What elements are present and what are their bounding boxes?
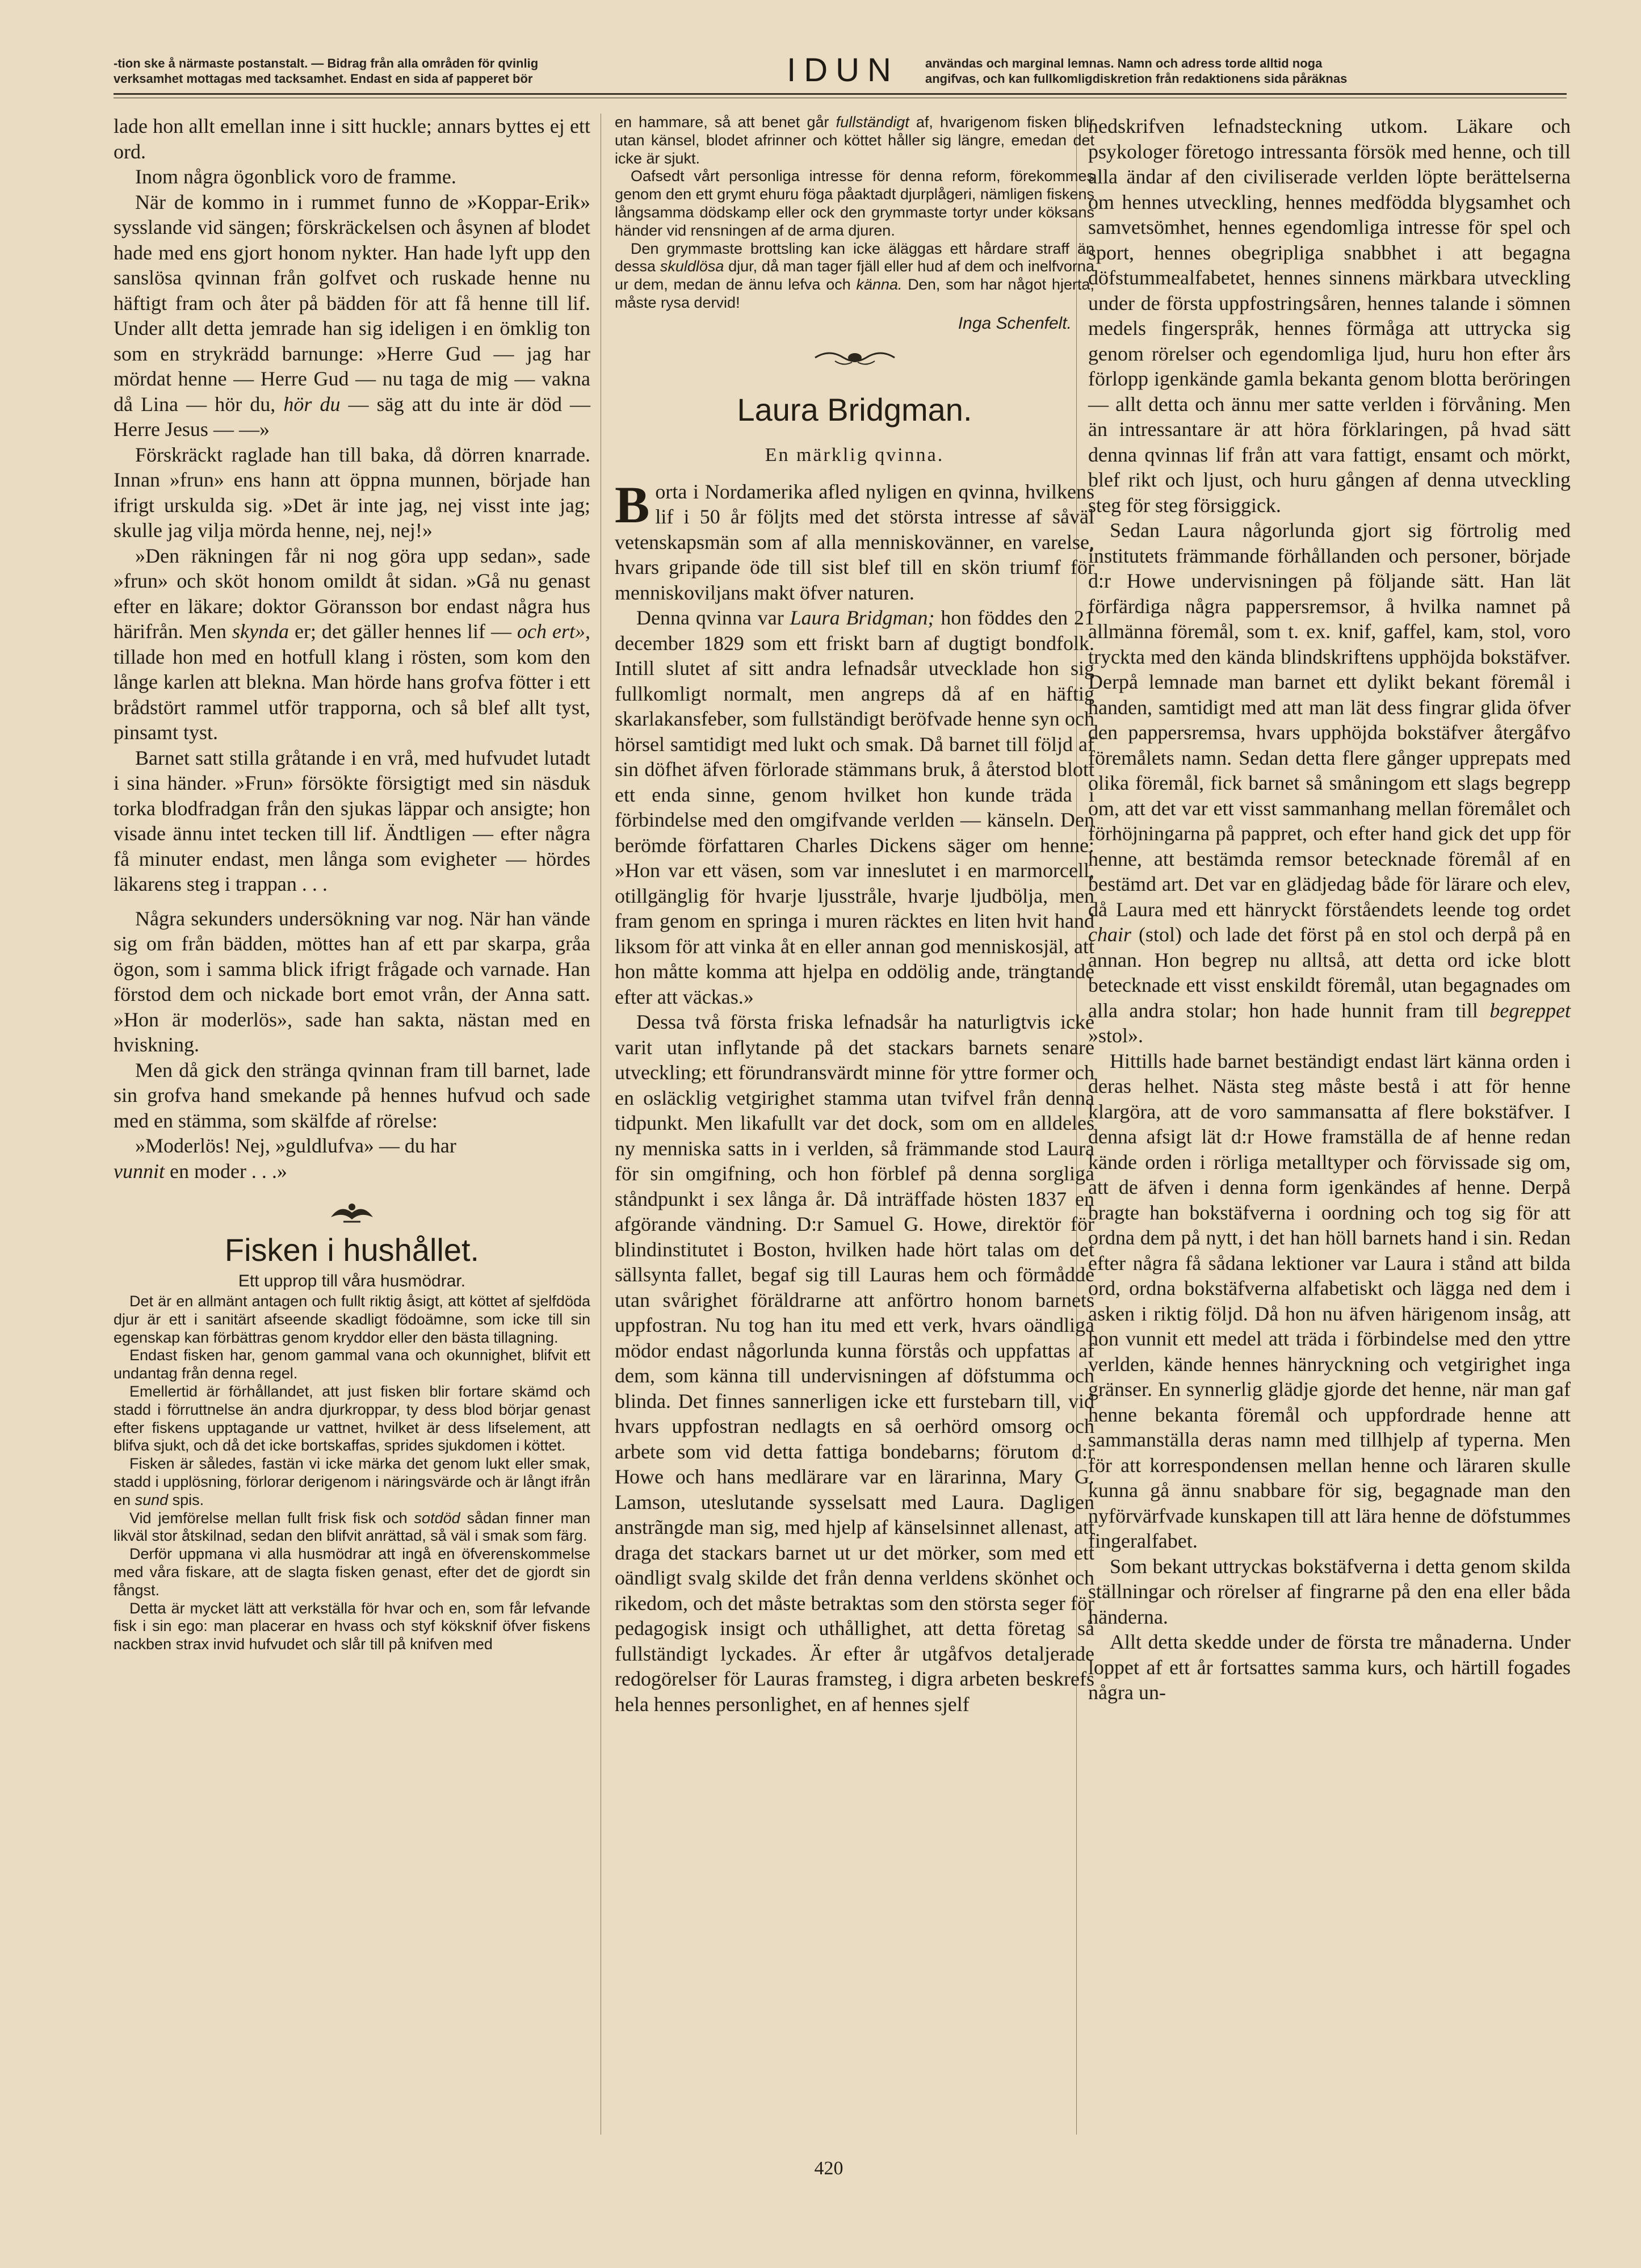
laura-paragraph: Allt detta skedde under de första tre månaderna. Under loppet af ett år fortsattes samma kurs, och härtill fogades några un- bbox=[1088, 1630, 1571, 1704]
laura-paragraph: Dessa två första friska lefnadsår ha naturligtvis icke varit utan inflytande på det stackars barnets senare utveckling; ett förundransvärdt minne för yttre former och en osläcklig vetgirighet stamma utan tvifvel från denna tidpunkt. Men likafullt var det dock, som om en alldeles ny menniska satts in i verlden, så främmande stod Laura för sin omgifning, och hon förblef på denna sorgliga ståndpunkt i sex långa år. Då inträffade hösten 1837 en afgörande vändning. D:r Samuel G. Howe, direktör för blindinstitutet i Boston, hvilken hade hört talas om det sällsynta fallet, begaf sig till Lauras hem och förmådde utan svårighet föräldrarne att anförtro honom barnets uppfostran. Nu tog han itu med ett verk, hvars oändliga mödor endast någorlunda kunna förstås och uppfattas af dem, som känna till undervisningen af döfstumma och blinda. Det finnes sannerligen icke ett furstebarn till, vid hvars uppfostran nedlagts en så oerhörd omsorg och arbete som vid detta fattiga bondebarns; förutom d:r Howe och hans medlärare var en lärarinna, Mary G. Lamson, uteslutande sysselsatt med Laura. Dagligen anstrãngde man sig, med hjelp af känselsinnet allenast, att draga det stackars barnet ut ur det mörker, som med ett oändligt svalg skilde det från denna verldens skönhet och rikedom, och det måste betraktas som den största seger för pedagogisk insigt och uthållighet, att detta företag så fullständigt lyckades. Är efter år utgåfvos detaljerade redogörelser för Lauras framsteg, i digra arbeten beskrefs hela hennes personlighet, en af hennes sjelf bbox=[615, 1011, 1094, 1716]
fisken-paragraph: Detta är mycket lätt att verkställa för hvar och en, som får lefvande fisk i sin ego: man placerar en hvass och styf köksknif öfver fiskens nackben strax invid hufvudet och slår till på knifven med bbox=[114, 1599, 590, 1653]
story-paragraph bbox=[114, 1133, 590, 1184]
story-italic: hör du bbox=[283, 392, 341, 416]
laura-paragraph bbox=[1088, 518, 1571, 1049]
fisken-text: Den, som har något hjerta, måste rysa dervid! bbox=[615, 276, 1094, 311]
story-paragraph: Förskräckt raglade han till baka, då dörren knarrade. Innan »frun» ens hann att öppna munnen, började han ifrigt urskulda sig. »Det är inte jag, nej visst inte jag; skulle jag vilja mörda henne, nej, nej!» bbox=[114, 443, 590, 542]
column-3 bbox=[1088, 114, 1571, 1705]
page-number: 420 bbox=[814, 2158, 843, 2179]
fisken-paragraph bbox=[615, 240, 1094, 312]
header-right-notice bbox=[925, 56, 1347, 86]
laura-text: »stol». bbox=[1088, 1024, 1144, 1047]
laura-italic: chair bbox=[1088, 923, 1131, 946]
masthead-title: IDUN bbox=[787, 52, 899, 89]
story-paragraph: Några sekunders undersökning var nog. När han vände sig om från bädden, möttes han af ett par skarpa, gråa ögon, som i samma blick ifrigt frågade och varnade. Han förstod dem och nickade bort emot vrån, der Anna satt. »Hon är moderlös», sade han sakta, nästan med en hviskning. bbox=[114, 907, 590, 1056]
laura-text: Denna qvinna var bbox=[636, 606, 784, 630]
laura-paragraph: nedskrifven lefnadsteckning utkom. Läkare och psykologer företogo intressanta försök med henne, och till alla ändar af den civiliserade verlden löpte berättelserna om hennes utveckling, hennes medfödda blygsamhet och samvetsömhet, hennes egendomliga intresse för spel och sport, hennes obegripliga snabbhet i att begagna döfstummealfabetet, hennes sinnens märkbara utveckling under de första uppfostringsåren, hennes talande i sömnen medels fingerspråk, hennes förmåga att uttrycka sig genom rörelser och egendomliga ljud, huru hon efter års förlopp igenkände gamla bekanta genom blotta beröringen — allt detta och ännu mer satte verlden i förvåning. Men än intressantare är att höra förklaringen, på hvad sätt denna qvinnas lif från att vara fattigt, ensamt och mörkt, blef rikt och ljust, och huru gången af denna utveckling steg för steg försiggick. bbox=[1088, 115, 1571, 517]
header-left-line-1: -tion ske å närmaste postanstalt. — Bidrag från alla områden för qvinlig bbox=[114, 56, 539, 70]
laura-paragraph bbox=[615, 605, 1094, 1009]
ornament-flourish-icon bbox=[812, 347, 897, 368]
header-left-line-2: verksamhet mottagas med tacksamhet. Endast en sida af papperet bör bbox=[114, 72, 533, 86]
story-paragraph: Men då gick den stränga qvinnan fram till barnet, lade sin grofva hand smekande på hennes hufvud och sade med en stämma, som skälfde af rörelse: bbox=[114, 1058, 590, 1132]
article-title-fisken: Fisken i hushållet. bbox=[224, 1232, 480, 1268]
story-italic: och ert», bbox=[517, 620, 591, 643]
laura-paragraph: Hittills hade barnet beständigt endast lärt känna orden i deras helhet. Nästa steg måste bestå i att för henne klargöra, att de voro sammansatta af flere bokstäfver. I denna afsigt lät d:r Howe framställa de af henne redan kände orden i rörliga metalltyper och förvissade sig om, att de äfven i denna form igenkändes af henne. Derpå bragte han bokstäfverna i oordning och tog sig för att ordna dem på nytt, i det han höll barnets hand i sin. Redan efter några få sådana lektioner var Laura i stånd att bilda ord, ordna bokstäfverna alfabetiskt och lägga ned dem i asken i riktig följd. Då hon nu äfven härigenom insåg, att hon vunnit ett medel att träda i förbindelse med den yttre verlden, kände hennes hänryckning och vetgirighet inga gränser. En synnerlig glädje gjorde det henne, när man gaf henne bekanta föremål och uppfordrade henne att sammanställa deras namn med tillhjelp af typerna. Men för att korrespondensen mellan henne och läraren skulle kunna gå ännu snabbare för sig, begagnade man den nyförvärfvade kunskapen till att lära henne de döfstummes fingeralfabet. bbox=[1088, 1049, 1571, 1552]
story-text: tillade hon med en hotfull klang i rösten, som kom den långe karlen att blekna. Man hörde hans grofva fötter i ett brådstört rammel utför trapporna, och så blef allt tyst, pinsamt tyst. bbox=[114, 645, 590, 744]
laura-italic: Laura Bridgman; bbox=[790, 606, 935, 630]
fisken-text: sådan finner man likväl stor åtskilnad, sedan den blifvit anrättad, så väl i smak som färg. bbox=[114, 1509, 590, 1545]
fisken-text: spis. bbox=[172, 1491, 204, 1508]
laura-paragraph bbox=[615, 475, 1094, 606]
story-italic: skynda bbox=[232, 620, 289, 643]
laura-italic: begreppet bbox=[1489, 999, 1571, 1022]
fisken-text: af, hvarigenom fisken blir utan känsel, blodet afrinner och köttet håller sig längre, emedan det icke är sjukt. bbox=[615, 114, 1094, 167]
fisken-text: Fisken är således, fastän vi icke märka det genom lukt eller smak, stadd i upplösning, förlorar derigenom i näringsvärde och är långt ifrån en bbox=[114, 1455, 590, 1508]
fisken-paragraph bbox=[114, 1455, 590, 1509]
story-paragraph: lade hon allt emellan inne i sitt huckle; annars byttes ej ett ord. bbox=[114, 115, 590, 163]
article-subtitle-fisken: Ett upprop till våra husmödrar. bbox=[238, 1272, 466, 1290]
laura-text: Sedan Laura någorlunda gjort sig förtrolig med institutets främmande förhållanden och personer, började d:r Howe undervisningen på följande sätt. Han lät förfärdiga några pappersremsor, å hvilka namnet på allmänna föremål, som t. ex. knif, gaffel, kam, stol, voro tryckta med den kända blindskriftens upphöjda bokstäfver. Derpå lemnade man barnet ett dylikt bekant föremål i handen, samtidigt med att man lät dess fingrar glida öfver den pappersremsa, hvars upphöjda bokstäfver återgåfvo föremålets namn. Sedan detta flere gånger upprepats med olika föremål, fick barnet så småningom ett slags begrepp om, att det var ett visst sammanhang mellan föremålet och förhöjningarna på pappret, och efter hand gick det upp för henne, att bestämda remsor betecknade föremål af en bestämd art. Det var en glädjedag både för lärare och elev, då Laura med ett hänryckt förståendets leende tog ordet bbox=[1088, 519, 1571, 921]
header-right-line-2: angifvas, och kan fullkomligdiskretion från redaktionens sida påräknas bbox=[925, 72, 1348, 86]
fisken-paragraph bbox=[615, 114, 1094, 167]
story-text: en moder . . .» bbox=[169, 1159, 287, 1183]
fisken-italic: sund bbox=[135, 1491, 169, 1508]
fisken-text: Vid jemförelse mellan fullt frisk fisk och bbox=[129, 1509, 408, 1527]
laura-text: (stol) och lade det först på en stol och derpå på en annan. Hon begrep nu alltså, att detta ord icke blott betecknade ett visst enskildt föremål, utan begagnades om alla andra stolar; hon hade hunnit fram till bbox=[1088, 923, 1571, 1022]
story-text: När de kommo in i rummet funno de »Koppar-Erik» sysslande vid sängen; förskräckelsen och åsynen af blodet hade med ens gjort honom nykter. Han hade lyft upp den sanslösa qvinnan från golfvet och ruskade henne nu häftigt fram och åter på bädden för att få henne till lif. Under allt detta jemrade han sig ideligen i en ömklig ton som en strykrädd barnunge: »Herre Gud — jag har mördat henne — Herre Gud — nu taga de mig — vakna då Lina — hör du, bbox=[114, 190, 590, 416]
fisken-text: Den grymmaste brottsling kan icke äläggas ett hårdare straff än dessa bbox=[615, 240, 1094, 275]
laura-paragraph: Som bekant uttryckas bokstäfverna i detta genom skilda ställningar och rörelser af fingrarne på den ena eller båda händerna. bbox=[1088, 1554, 1571, 1628]
story-text: säg att du inte är död — Herre Jesus — —» bbox=[114, 392, 591, 441]
fisken-italic: känna. bbox=[856, 276, 903, 294]
laura-text: hon föddes den 21 december 1829 som ett friskt barn af dugtigt bondfolk. Intill slutet af sitt andra lefnadsår utvecklade hon sig fullkomligt normalt, men angreps då af en häftig skarlakansfeber, som fullständigt beröfvade henne syn och hörsel samtidigt med lukt och smak. Då barnet till följd af sin döfhet äfven förlorade stämmans bruk, å återstod blott ett enda sinne, genom hvilket hon kunde träda i förbindelse med den omgifvande verlden — känseln. Den berömde författaren Charles Dickens säger om henne: »Hon var ett väsen, som var inneslutet i en marmorcell, otillgänglig för hvarje ljusstråle, hvarje ljudbölja, men fram genom en springa i muren räcktes en liten hvit hand liksom för att vinka åt en eller annan god menniskosjäl, att hon måtte komma att hjelpa en oddölig ande, trängtande efter att väckas.» bbox=[615, 606, 1094, 1008]
fisken-italic: skuldlösa bbox=[660, 258, 724, 275]
fisken-paragraph bbox=[114, 1510, 590, 1546]
story-paragraph: När de kommo in i rummet funno de »Koppar-Erik» sysslande vid sängen; förskräckelsen och åsynen af blodet hade med ens gjort honom nykter. Han hade lyft upp den sanslösa qvinnan från golfvet och ruskade henne nu häftigt fram och åter på bädden för att få henne till lif. Under allt detta jemrade han sig ideligen i en ömklig ton som en strykrädd barnunge: »Herre Gud — jag har mördat henne — Herre Gud — nu taga de mig — vakna då Lina — hör du, hör du — säg att du inte är död — Herre Jesus — —» bbox=[114, 190, 591, 441]
column-1 bbox=[114, 114, 590, 1654]
page-header bbox=[114, 52, 1567, 98]
fisken-paragraph: Endast fisken har, genom gammal vana och okunnighet, blifvit ett undantag från denna regel. bbox=[114, 1347, 590, 1382]
header-rule-thick bbox=[114, 93, 1567, 95]
story-text: »Moderlös! Nej, »guldlufva» — du har bbox=[135, 1134, 456, 1157]
story-text: er; det gäller hennes lif — bbox=[294, 620, 511, 643]
fisken-italic: fullständigt bbox=[836, 114, 909, 131]
fisken-paragraph: Emellertid är förhållandet, att just fisken blir fortare skämd och stadd i förruttnelse än andra djurkroppar, ty dess blod börjar genast efter fiskens upptagande ur vattnet, hvilket är dess lifselement, att blifva sjukt, och då det icke bortskaffas, sprides sjukdomen i köttet. bbox=[114, 1382, 590, 1454]
author-signature: Inga Schenfelt. bbox=[958, 313, 1072, 333]
header-left-notice bbox=[114, 56, 538, 86]
fisken-paragraph: Oafsedt vårt personliga intresse för denna reform, förekommes genom den ett grymt ehuru föga påaktadt djurplågeri, nämligen fiskens långsamma dödskamp eller ock den grymmaste tortyr under köksans händer vid rensningen af de arma djuren. bbox=[615, 167, 1095, 239]
ornament-vignette-icon bbox=[326, 1199, 377, 1225]
laura-text: orta i Nordamerika afled nyligen en qvinna, hvilkens lif i 50 år följts med det största intresse af såväl vetenskapsmän som af alla menniskovänner, en varelse, hvars gripande öde till sist blef till en skön triumf för menniskoviljans makt öfver naturen. bbox=[615, 480, 1094, 604]
article-title-laura: Laura Bridgman. bbox=[737, 391, 972, 427]
fisken-text: en hammare, så att benet går bbox=[615, 114, 829, 131]
story-paragraph bbox=[114, 543, 590, 745]
column-2 bbox=[615, 114, 1094, 1717]
story-text: »Den räkningen får ni nog göra upp sedan», sade »frun» och sköt honom omildt åt sidan. »Gå nu genast efter en läkare; doktor Göransson bor endast några hus härifrån. Men bbox=[114, 544, 590, 643]
fisken-italic: sotdöd bbox=[414, 1509, 460, 1527]
header-right-line-1: användas och marginal lemnas. Namn och adress torde alltid noga bbox=[925, 56, 1323, 70]
ornament-icon bbox=[114, 1193, 590, 1227]
story-paragraph: Barnet satt stilla gråtande i en vrå, med hufvudet lutadt i sina händer. »Frun» försökte försigtigt med sin näsduk torka blodfradgan från den sjukas läppar och ansigte; hon visade ännu intet tecken till lif. Ändtligen — efter några få minuter endast, men långa som evigheter — hördes läkarens steg i trappan . . . bbox=[114, 746, 590, 895]
dropcap-letter: B bbox=[615, 475, 650, 534]
story-paragraph: Inom några ögonblick voro de framme. bbox=[135, 165, 456, 188]
fisken-paragraph: Det är en allmänt antagen och fullt riktig åsigt, att köttet af sjelfdöda djur är ett i sanitärt afseende skadligt födoämne, som icke till sin egenskap kan förbättras genom kryddor eller den bästa tillagning. bbox=[114, 1293, 590, 1346]
article-subtitle-laura: En märklig qvinna. bbox=[765, 444, 945, 466]
fisken-paragraph: Derför uppmana vi alla husmödrar att ingå en öfverenskommelse med våra fiskare, att de slagta fisken genast, efter det de gjordt sin fångst. bbox=[114, 1545, 590, 1599]
story-italic: vunnit bbox=[114, 1159, 165, 1183]
fisken-text: djur, då man tager fjäll eller hud af dem och inelfvorna ur dem, medan de ännu lefva och bbox=[615, 258, 1094, 294]
ornament-icon bbox=[615, 338, 1094, 372]
